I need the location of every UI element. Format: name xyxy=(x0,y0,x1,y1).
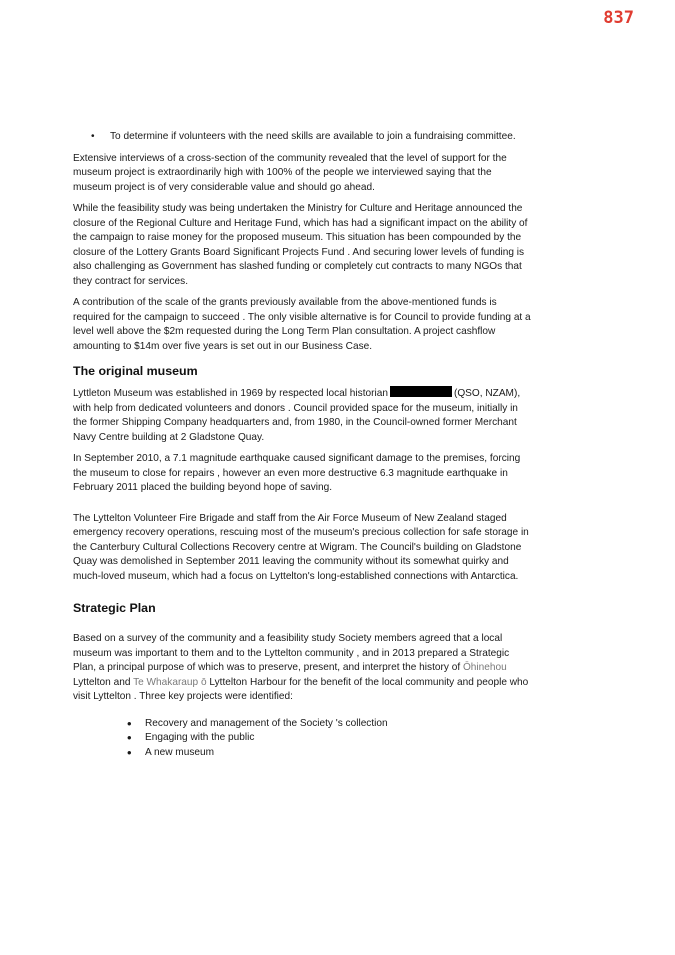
intro-bullet-list xyxy=(73,130,533,145)
paragraph-support: Extensive interviews of a cross-section of the community revealed that the level of support for the museum project is extraordinarily high with 100% of the people we interviewed saying that the museum project is of very considerable value and should go ahead. xyxy=(73,152,507,193)
list-item: • Recovery and management of the Society 's collection xyxy=(73,717,533,732)
maori-place-name: Te Whakaraup ō xyxy=(133,676,207,688)
redaction-block xyxy=(390,386,452,397)
text-segment: Lyttelton and xyxy=(73,676,131,688)
paragraph-contribution: A contribution of the scale of the grants previously available from the above-mentioned funds is required for the campaign to succeed . The only visible alternative is for Council to provide funding at a level well above the $2m requested during the Long Term Plan consultation. A project cashflow amounting to $14m over five years is set out in our Business Case. xyxy=(73,297,531,352)
paragraph-strategic xyxy=(73,632,533,705)
maori-place-name: Ōhinehou xyxy=(462,662,507,673)
list-item: • Engaging with the public xyxy=(73,731,533,746)
section-heading-strategic-plan: Strategic Plan xyxy=(73,601,156,615)
paragraph-funding: While the feasibility study was being undertaken the Ministry for Culture and Heritage announced the closure of the Regional Culture and Heritage Fund, which has had a significant impact on the ability of the campaign to raise money for the proposed museum. This situation has been compounded by the closure of the Lottery Grants Board Significant Projects Fund . And securing lower levels of funding is also challenging as Government has slashed funding or completely cut contracts to many NGOs that they contract for services. xyxy=(73,203,528,287)
list-item: • To determine if volunteers with the need skills are available to join a fundraising committee. xyxy=(73,130,533,145)
key-projects-list xyxy=(73,717,533,761)
text-segment: Lyttleton Museum was established in 1969 by respected local historian xyxy=(73,388,388,399)
text-segment: Lyttelton Harbour for the benefit of the local community and people who visit Lyttelton . Three key projects were identified: xyxy=(73,676,529,702)
section-heading-original-museum: The original museum xyxy=(73,364,198,378)
text-segment: (QSO, NZAM), with help from dedicated volunteers and donors . Council provided space for the museum, initially in the former Shipping Company headquarters and, from 1980, in the Council-owned former Merchant Navy Centre building at 2 Gladstone Quay. xyxy=(73,388,521,443)
paragraph-established xyxy=(73,386,533,445)
page-number: 837 xyxy=(603,8,634,28)
text-segment: Based on a survey of the community and a feasibility study Society members agreed that a local museum was important to them and to the Lyttelton community , and in 2013 prepared a Strategic Plan, a principal purpose of which was to preserve, present, and interpret the history of xyxy=(73,633,510,673)
document-body xyxy=(73,130,533,760)
list-item: • A new museum xyxy=(73,746,533,761)
paragraph-earthquake: In September 2010, a 7.1 magnitude earthquake caused significant damage to the premises, forcing the museum to close for repairs , however an even more destructive 6.3 magnitude earthquake in February 2011 placed the building beyond hope of saving. xyxy=(73,453,521,493)
paragraph-recovery: The Lyttelton Volunteer Fire Brigade and staff from the Air Force Museum of New Zealand staged emergency recovery operations, rescuing most of the museum's precious collection for safe storage in the Canterbury Cultural Collections Recovery centre at Wigram. The Council's building on Gladstone Quay was demolished in September 2011 leaving the community without its somewhat quirky and much-loved museum, which had a focus on Lyttelton's long-established connections with Antarctica. xyxy=(73,512,529,582)
